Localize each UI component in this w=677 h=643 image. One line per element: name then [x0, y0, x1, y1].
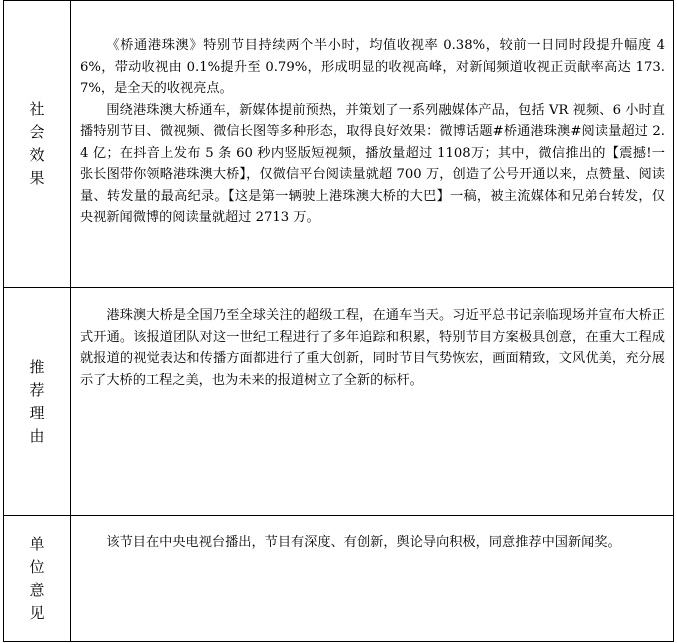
- label-cell-social-effect: [4, 1, 71, 288]
- row-recommendation-reason: [4, 288, 674, 516]
- content-recommendation-reason: [71, 288, 673, 391]
- paragraph-ratings: 《桥通港珠澳》特别节目持续两个半小时，均值收视率 0.38%，较前一日同时段提升幅度 46%，带动收视由 0.1%提升至 0.79%，形成明显的收视高峰，对新闻频道收视正贡献率高达 173.7%，是全天的收视亮点。: [80, 38, 665, 96]
- content-cell-social-effect: [71, 1, 674, 288]
- paragraph-new-media: 围绕港珠澳大桥通车，新媒体提前预热，并策划了一系列融媒体产品，包括 VR 视频、6 小时直播特别节目、微视频、微信长图等多种形态，取得良好效果：微博话题#桥通港珠澳#阅读量超过 2.4 亿；在抖音上发布 5 条 60 秒内竖版短视频，播放量超过 1108万；其中，微信推出的【震撼!一张长图带你领略港珠澳大桥】，仅微信平台阅读量就超 700 万，创造了公号开通以来，点赞量、阅读量、转发量的最高纪录。【这是第一辆驶上港珠澳大桥的大巴】一稿，被主流媒体和兄弟台转发，仅央视新闻微博的阅读量就超过 2713 万。: [80, 102, 665, 225]
- content-social-effect: [71, 1, 673, 229]
- label-cell-recommendation-reason: [4, 288, 71, 516]
- row-unit-opinion: [4, 516, 674, 642]
- content-cell-recommendation-reason: [71, 288, 674, 516]
- row-label-unit-opinion: 单位意见: [29, 534, 45, 622]
- content-cell-unit-opinion: [71, 516, 674, 642]
- row-social-effect: [4, 1, 674, 288]
- paragraph-reason: 港珠澳大桥是全国乃至全球关注的超级工程，在通车当天。习近平总书记亲临现场并宣布大桥正式开通。该报道团队对这一世纪工程进行了多年追踪和积累，特别节目方案极具创意，在重大工程成就报道的视觉表达和传播方面都进行了重大创新，同时节目气势恢宏，画面精致，文风优美，充分展示了大桥的工程之美，也为未来的报道树立了全新的标杆。: [80, 308, 665, 388]
- content-unit-opinion: [71, 516, 673, 554]
- row-label-social-effect: 社会效果: [29, 100, 45, 187]
- label-cell-unit-opinion: [4, 516, 71, 642]
- nomination-form-table: [3, 0, 674, 642]
- paragraph-opinion: 该节目在中央电视台播出，节目有深度、有创新，舆论导向积极，同意推荐中国新闻奖。: [106, 535, 621, 550]
- row-label-recommendation-reason: 推荐理由: [29, 357, 45, 445]
